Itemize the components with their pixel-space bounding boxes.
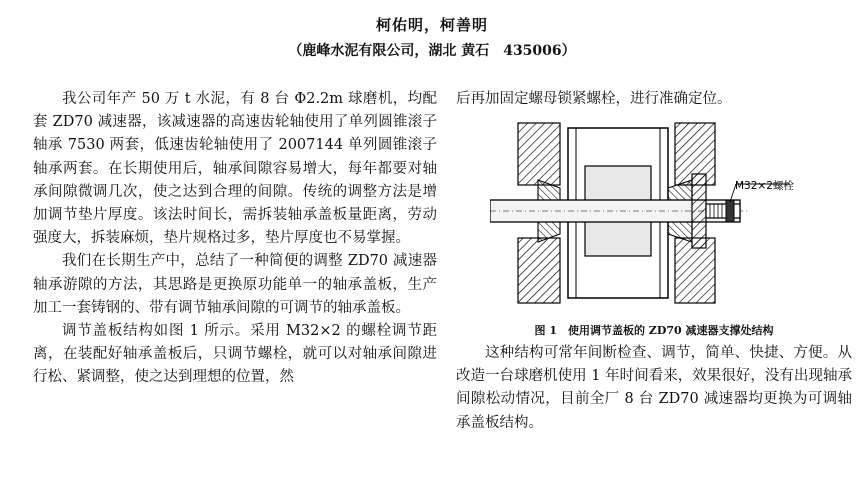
paragraph-structure: 调节盖板结构如图 1 所示。采用 M32×2 的螺栓调节距离，在装配好轴承盖板后，只调节螺栓，就可以对轴承间隙进行松、紧调整，使之达到理想的位置，然 bbox=[33, 323, 437, 386]
author-affiliation: （鹿峰水泥有限公司，湖北 黄石 435006） bbox=[288, 43, 576, 59]
paragraph-result: 这种结构可常年间断检查、调节，简单、快捷、方便。从改造一台球磨机使用 1 年时间看来，效果很好，没有出现轴承间隙松动情况，目前全厂 8 台 ZD70 减速器均更换为可调轴承盖板结构。 bbox=[456, 345, 852, 431]
left-housing-lower bbox=[518, 238, 560, 303]
left-housing-upper bbox=[518, 123, 560, 185]
figure-1-drawing bbox=[490, 118, 810, 323]
right-text-column-top bbox=[456, 88, 852, 111]
bolt-callout-label: M32×2螺栓 bbox=[735, 180, 794, 192]
article-authors: 柯佑明，柯善明 bbox=[375, 16, 488, 34]
paragraph-method: 我们在长期生产中，总结了一种简便的调整 ZD70 减速器轴承游隙的方法，其思路是更换原功能单一的轴承盖板，生产加工一套铸钢的、带有调节轴承间隙的可调节的轴承盖板。 bbox=[33, 253, 437, 316]
paragraph-intro: 我公司年产 50 万 t 水泥，有 8 台 Φ2.2m 球磨机，均配套 ZD70 减速器，该减速器的高速齿轮轴使用了单列圆锥滚子轴承 7530 两套，低速齿轮轴使用了 2007144 单列圆锥滚子轴承两套。在长期使用后，轴承间隙容易增大，每年都要对轴承间隙微调几次，使之达到合理的间隙。传统的调整方法是增加调节垫片厚度。该法时间长，需拆装轴承盖板量距离，劳动强度大，拆装麻烦，垫片规格过多，垫片厚度也不易掌握。 bbox=[33, 91, 437, 247]
m32-bolt bbox=[706, 204, 740, 218]
left-text-column bbox=[33, 88, 437, 390]
adjustable-cover-plate bbox=[692, 174, 706, 248]
bearing-structure-diagram bbox=[490, 118, 810, 323]
paragraph-continuation: 后再加固定螺母锁紧螺栓，进行准确定位。 bbox=[456, 91, 732, 107]
figure-caption: 图 1 使用调节盖板的 ZD70 减速器支撑处结构 bbox=[534, 324, 774, 337]
right-text-column-bottom bbox=[456, 342, 852, 435]
lock-nut bbox=[726, 200, 734, 222]
